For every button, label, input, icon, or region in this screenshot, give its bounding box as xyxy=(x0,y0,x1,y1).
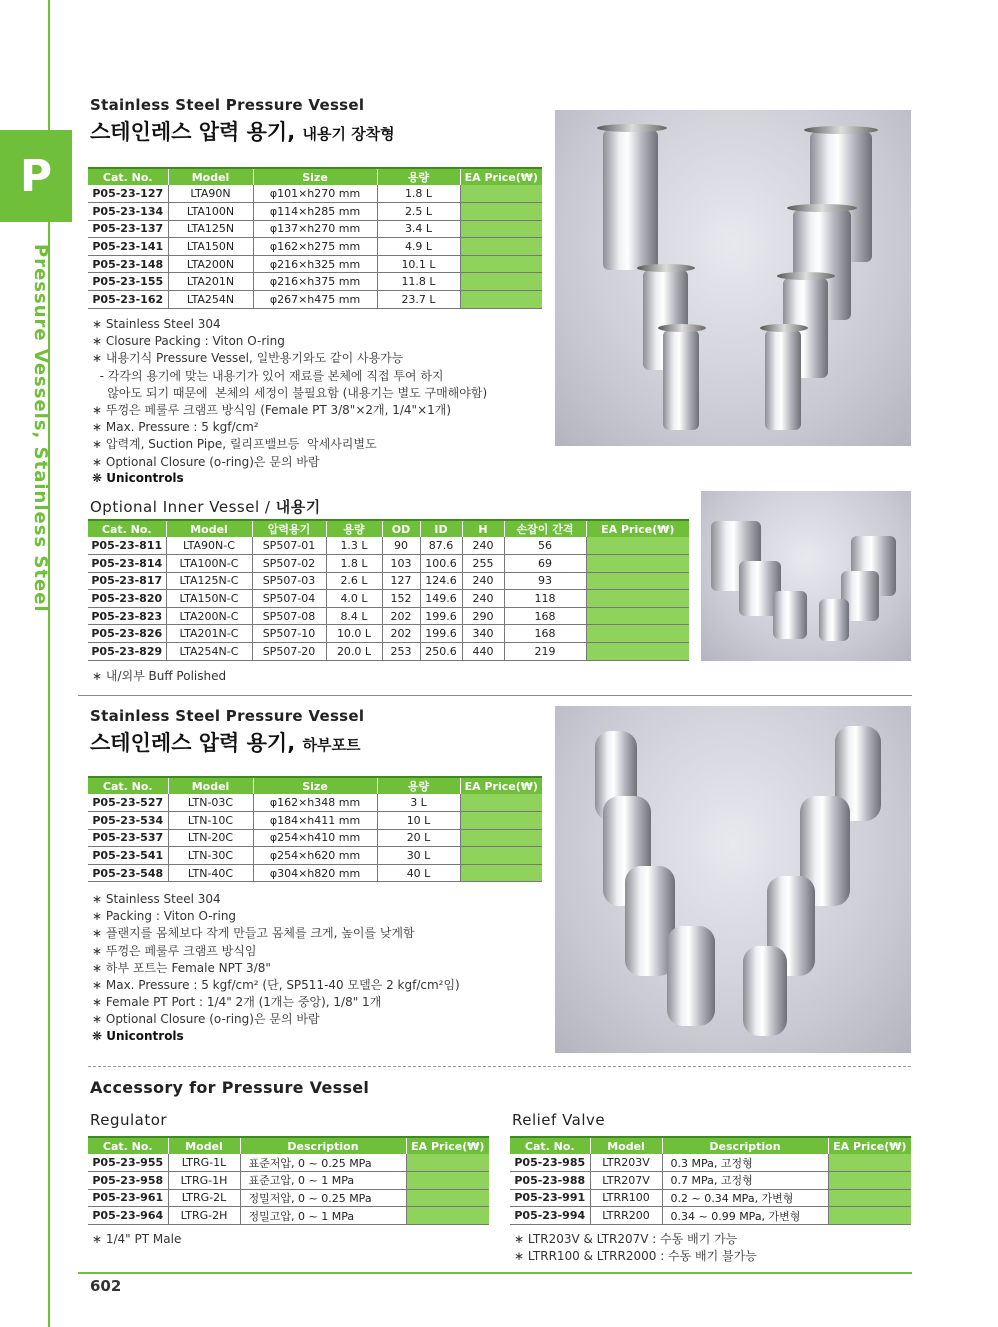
column-header: Model xyxy=(168,777,253,794)
table-cell: 0.2 ~ 0.34 MPa, 가변형 xyxy=(662,1189,828,1207)
table-cell: SP507-10 xyxy=(252,625,326,643)
price-cell xyxy=(460,864,542,882)
column-header: 용량 xyxy=(326,520,382,537)
cat-no-cell: P05-23-985 xyxy=(510,1154,590,1172)
table-cell: 4.9 L xyxy=(377,238,460,256)
table-cell: φ137×h270 mm xyxy=(253,220,377,238)
cat-no-cell: P05-23-961 xyxy=(88,1189,168,1207)
table-cell: LTA254N-C xyxy=(166,643,252,661)
note-line: ∗ 플랜지를 몸체보다 작게 만들고 몸체를 크게, 높이를 낮게함 xyxy=(92,926,415,941)
table-cell: 표준고압, 0 ~ 1 MPa xyxy=(240,1172,406,1190)
table-row xyxy=(88,590,689,608)
table-cell: 3 L xyxy=(377,794,460,812)
cat-no-cell: P05-23-988 xyxy=(510,1172,590,1190)
table-cell: SP507-20 xyxy=(252,643,326,661)
table-cell: 30 L xyxy=(377,847,460,865)
table-header xyxy=(510,1137,911,1154)
table-cell: φ184×h411 mm xyxy=(253,812,377,830)
table-cell: LTA201N-C xyxy=(166,625,252,643)
price-cell xyxy=(586,625,689,643)
section2-title-en: Stainless Steel Pressure Vessel xyxy=(90,707,365,725)
category-label: Pressure Vessels, Stainless Steel xyxy=(30,244,51,613)
column-header: ID xyxy=(420,520,462,537)
section2-title-ko: 스테인레스 압력 용기, 하부포트 xyxy=(90,731,361,755)
price-cell xyxy=(460,812,542,830)
price-cell xyxy=(406,1189,489,1207)
table-cell: LTN-30C xyxy=(168,847,253,865)
column-header: EA Price(₩) xyxy=(406,1137,489,1154)
note-line: ∗ 하부 포트는 Female NPT 3/8" xyxy=(92,960,271,975)
cat-no-cell: P05-23-814 xyxy=(88,555,166,573)
note-line: ∗ Female PT Port : 1/4" 2개 (1개는 중앙), 1/8" 1개 xyxy=(92,995,382,1010)
table-row xyxy=(88,1189,489,1207)
table-cell: 240 xyxy=(462,537,504,555)
table-cell: SP507-08 xyxy=(252,607,326,625)
column-header: EA Price(₩) xyxy=(828,1137,911,1154)
column-header: H xyxy=(462,520,504,537)
table-row xyxy=(88,607,689,625)
cat-no-cell: P05-23-811 xyxy=(88,537,166,555)
table-header xyxy=(88,168,542,185)
table-cell: 199.6 xyxy=(420,625,462,643)
table-cell: 0.7 MPa, 고정형 xyxy=(662,1172,828,1190)
table-cell: 219 xyxy=(504,643,586,661)
price-cell xyxy=(586,555,689,573)
table-header xyxy=(88,1137,489,1154)
table-cell: LTA125N-C xyxy=(166,572,252,590)
price-cell xyxy=(460,291,542,309)
table-row xyxy=(88,185,542,203)
inner-vessel-note: ∗ 내/외부 Buff Polished xyxy=(92,669,227,683)
table-row xyxy=(88,238,542,256)
section1-title-ko: 스테인레스 압력 용기, 내용기 장착형 xyxy=(90,120,395,144)
cat-no-cell: P05-23-823 xyxy=(88,607,166,625)
price-cell xyxy=(828,1154,911,1172)
table-row xyxy=(88,220,542,238)
note-line: ∗ Closure Packing : Viton O-ring xyxy=(92,334,285,349)
column-header: Model xyxy=(168,1137,240,1154)
table-cell: LTA200N-C xyxy=(166,607,252,625)
table-cell: 199.6 xyxy=(420,607,462,625)
table-row xyxy=(88,537,689,555)
table-cell: φ114×h285 mm xyxy=(253,203,377,221)
table-cell: φ101×h270 mm xyxy=(253,185,377,203)
price-cell xyxy=(586,607,689,625)
column-header: 압력용기 xyxy=(252,520,326,537)
table-cell: 100.6 xyxy=(420,555,462,573)
note-line: ∗ 압력계, Suction Pipe, 릴리프밸브등 악세사리별도 xyxy=(92,437,377,452)
column-header: Model xyxy=(168,168,253,185)
table-cell: LTRR200 xyxy=(590,1207,662,1225)
table-row xyxy=(88,273,542,291)
price-cell xyxy=(586,590,689,608)
table-cell: 8.4 L xyxy=(326,607,382,625)
section1-notes xyxy=(92,316,487,471)
table-cell: LTRG-1L xyxy=(168,1154,240,1172)
table-cell: SP507-04 xyxy=(252,590,326,608)
table-cell: LTR207V xyxy=(590,1172,662,1190)
table-cell: 20 L xyxy=(377,829,460,847)
cat-no-cell: P05-23-162 xyxy=(88,291,168,309)
table-cell: 표준저압, 0 ~ 0.25 MPa xyxy=(240,1154,406,1172)
table-cell: LTA254N xyxy=(168,291,253,309)
table-cell: LTN-03C xyxy=(168,794,253,812)
relief-valve-notes xyxy=(514,1231,757,1265)
table-cell: 87.6 xyxy=(420,537,462,555)
table-cell: 240 xyxy=(462,590,504,608)
table-cell: LTA200N xyxy=(168,255,253,273)
table-cell: LTRG-1H xyxy=(168,1172,240,1190)
table-cell: 0.34 ~ 0.99 MPa, 가변형 xyxy=(662,1207,828,1225)
table-cell: LTA150N xyxy=(168,238,253,256)
table-cell: LTRR100 xyxy=(590,1189,662,1207)
column-header: Cat. No. xyxy=(510,1137,590,1154)
table-cell: 69 xyxy=(504,555,586,573)
relief-valve-table xyxy=(510,1136,911,1225)
inner-vessel-table xyxy=(88,519,689,661)
table-cell: 1.3 L xyxy=(326,537,382,555)
cat-no-cell: P05-23-817 xyxy=(88,572,166,590)
price-cell xyxy=(460,255,542,273)
cat-no-cell: P05-23-127 xyxy=(88,185,168,203)
table-cell: LTN-20C xyxy=(168,829,253,847)
table-row xyxy=(88,203,542,221)
price-cell xyxy=(406,1172,489,1190)
table-cell: 10.1 L xyxy=(377,255,460,273)
table-cell: 103 xyxy=(382,555,420,573)
column-header: 용량 xyxy=(377,777,460,794)
table-cell: 440 xyxy=(462,643,504,661)
cat-no-cell: P05-23-955 xyxy=(88,1154,168,1172)
cat-no-cell: P05-23-826 xyxy=(88,625,166,643)
cat-no-cell: P05-23-141 xyxy=(88,238,168,256)
table-row xyxy=(88,864,542,882)
cat-no-cell: P05-23-958 xyxy=(88,1172,168,1190)
table-cell: 10.0 L xyxy=(326,625,382,643)
note-line: ∗ 뚜껑은 페룰루 크램프 방식임 xyxy=(92,943,257,958)
column-header: Model xyxy=(166,520,252,537)
accessory-title: Accessory for Pressure Vessel xyxy=(90,1078,370,1097)
inner-vessel-title: Optional Inner Vessel / 내용기 xyxy=(90,498,321,516)
dashed-divider xyxy=(88,1066,911,1067)
table-cell: LTA90N xyxy=(168,185,253,203)
table-cell: φ162×h348 mm xyxy=(253,794,377,812)
table-row xyxy=(88,255,542,273)
price-cell xyxy=(828,1172,911,1190)
table-cell: φ267×h475 mm xyxy=(253,291,377,309)
note-line: - 각각의 용기에 맞는 내용기가 있어 재료를 본체에 직접 투여 하지 xyxy=(92,368,444,383)
table-cell: 253 xyxy=(382,643,420,661)
price-cell xyxy=(460,847,542,865)
table-cell: LTA201N xyxy=(168,273,253,291)
table-cell: SP507-03 xyxy=(252,572,326,590)
cat-no-cell: P05-23-541 xyxy=(88,847,168,865)
table-cell: 3.4 L xyxy=(377,220,460,238)
price-cell xyxy=(586,537,689,555)
table-cell: LTA150N-C xyxy=(166,590,252,608)
note-line: ∗ Max. Pressure : 5 kgf/cm² (단, SP511-40 모델은 2 kgf/cm²임) xyxy=(92,978,460,993)
note-line: ∗ Stainless Steel 304 xyxy=(92,317,221,331)
regulator-note: ∗ 1/4" PT Male xyxy=(92,1232,182,1246)
table-cell: 149.6 xyxy=(420,590,462,608)
price-cell xyxy=(460,220,542,238)
price-cell xyxy=(828,1207,911,1225)
note-line: ∗ Packing : Viton O-ring xyxy=(92,909,237,924)
table-row xyxy=(510,1207,911,1225)
table-cell: 40 L xyxy=(377,864,460,882)
column-header: EA Price(₩) xyxy=(460,168,542,185)
cat-no-cell: P05-23-527 xyxy=(88,794,168,812)
regulator-title: Regulator xyxy=(90,1111,168,1129)
table-row xyxy=(88,291,542,309)
table-cell: φ254×h410 mm xyxy=(253,829,377,847)
column-header: EA Price(₩) xyxy=(586,520,689,537)
price-cell xyxy=(586,643,689,661)
table-cell: φ162×h275 mm xyxy=(253,238,377,256)
column-header: Cat. No. xyxy=(88,520,166,537)
column-header: Cat. No. xyxy=(88,168,168,185)
price-cell xyxy=(406,1207,489,1225)
table-cell: LTRG-2L xyxy=(168,1189,240,1207)
table-cell: 정밀저압, 0 ~ 0.25 MPa xyxy=(240,1189,406,1207)
price-cell xyxy=(460,829,542,847)
table-cell: LTA100N xyxy=(168,203,253,221)
table-row xyxy=(88,625,689,643)
table-header xyxy=(88,520,689,537)
regulator-table xyxy=(88,1136,489,1225)
cat-no-cell: P05-23-148 xyxy=(88,255,168,273)
note-line: 않아도 되기 때문에 본체의 세정이 불필요함 (내용기는 별도 구매해야함) xyxy=(92,385,488,400)
table-cell: 202 xyxy=(382,625,420,643)
footer-rule xyxy=(78,1272,912,1274)
price-cell xyxy=(828,1189,911,1207)
table-cell: LTN-40C xyxy=(168,864,253,882)
pressure-vessel-photo xyxy=(555,110,911,446)
price-cell xyxy=(460,203,542,221)
column-header: Cat. No. xyxy=(88,777,168,794)
brand-label: ❋ Unicontrols xyxy=(92,471,184,485)
table-row xyxy=(88,847,542,865)
note-line: ∗ 뚜껑은 페룰루 크램프 방식임 (Female PT 3/8"×2개, 1/4"×1개) xyxy=(92,403,452,418)
section1-table xyxy=(88,167,542,309)
note-line: ∗ Max. Pressure : 5 kgf/cm² xyxy=(92,420,259,435)
section2-table xyxy=(88,776,542,882)
note-line: ∗ 내용기식 Pressure Vessel, 일반용기와도 같이 사용가능 xyxy=(92,351,404,366)
column-header: 용량 xyxy=(377,168,460,185)
table-row xyxy=(88,812,542,830)
note-line: ∗ LTR203V & LTR207V : 수동 배기 가능 xyxy=(514,1232,738,1246)
column-header: Model xyxy=(590,1137,662,1154)
cat-no-cell: P05-23-134 xyxy=(88,203,168,221)
note-line: ∗ Optional Closure (o-ring)은 문의 바람 xyxy=(92,454,320,469)
table-row xyxy=(88,1172,489,1190)
price-cell xyxy=(460,238,542,256)
table-cell: φ304×h820 mm xyxy=(253,864,377,882)
table-cell: 124.6 xyxy=(420,572,462,590)
relief-valve-title: Relief Valve xyxy=(512,1111,606,1129)
price-cell xyxy=(460,185,542,203)
table-row xyxy=(88,794,542,812)
table-cell: 340 xyxy=(462,625,504,643)
price-cell xyxy=(586,572,689,590)
table-cell: 10 L xyxy=(377,812,460,830)
table-cell: φ216×h325 mm xyxy=(253,255,377,273)
table-header xyxy=(88,777,542,794)
table-row xyxy=(88,572,689,590)
cat-no-cell: P05-23-994 xyxy=(510,1207,590,1225)
inner-vessel-photo xyxy=(701,491,911,661)
cat-no-cell: P05-23-964 xyxy=(88,1207,168,1225)
table-cell: 4.0 L xyxy=(326,590,382,608)
table-cell: 240 xyxy=(462,572,504,590)
price-cell xyxy=(460,273,542,291)
cat-no-cell: P05-23-537 xyxy=(88,829,168,847)
cat-no-cell: P05-23-829 xyxy=(88,643,166,661)
table-cell: 118 xyxy=(504,590,586,608)
cat-no-cell: P05-23-991 xyxy=(510,1189,590,1207)
table-row xyxy=(88,1154,489,1172)
bottom-port-vessel-photo xyxy=(555,706,911,1053)
cat-no-cell: P05-23-548 xyxy=(88,864,168,882)
note-line: ∗ Optional Closure (o-ring)은 문의 바람 xyxy=(92,1012,320,1027)
table-cell: 202 xyxy=(382,607,420,625)
page-number: 602 xyxy=(90,1277,122,1295)
table-row xyxy=(88,555,689,573)
divider xyxy=(78,695,912,696)
table-cell: 255 xyxy=(462,555,504,573)
table-cell: 23.7 L xyxy=(377,291,460,309)
section-letter-tab: P xyxy=(0,130,72,222)
table-row xyxy=(510,1172,911,1190)
table-cell: φ216×h375 mm xyxy=(253,273,377,291)
table-cell: LTR203V xyxy=(590,1154,662,1172)
column-header: Cat. No. xyxy=(88,1137,168,1154)
table-row xyxy=(88,643,689,661)
table-cell: LTA90N-C xyxy=(166,537,252,555)
table-cell: 2.5 L xyxy=(377,203,460,221)
cat-no-cell: P05-23-137 xyxy=(88,220,168,238)
table-cell: 정밀고압, 0 ~ 1 MPa xyxy=(240,1207,406,1225)
table-row xyxy=(88,1207,489,1225)
table-row xyxy=(510,1154,911,1172)
table-cell: 168 xyxy=(504,625,586,643)
price-cell xyxy=(406,1154,489,1172)
table-cell: 127 xyxy=(382,572,420,590)
cat-no-cell: P05-23-820 xyxy=(88,590,166,608)
column-header: Size xyxy=(253,168,377,185)
table-cell: 250.6 xyxy=(420,643,462,661)
table-cell: 0.3 MPa, 고정형 xyxy=(662,1154,828,1172)
price-cell xyxy=(460,794,542,812)
table-cell: LTA100N-C xyxy=(166,555,252,573)
brand-label: ❋ Unicontrols xyxy=(92,1029,184,1043)
section2-notes xyxy=(92,891,460,1029)
section1-title-en: Stainless Steel Pressure Vessel xyxy=(90,96,365,114)
table-cell: 11.8 L xyxy=(377,273,460,291)
note-line: ∗ Stainless Steel 304 xyxy=(92,892,221,906)
table-cell: SP507-02 xyxy=(252,555,326,573)
table-cell: LTA125N xyxy=(168,220,253,238)
table-cell: LTN-10C xyxy=(168,812,253,830)
table-cell: 168 xyxy=(504,607,586,625)
table-cell: 90 xyxy=(382,537,420,555)
cat-no-cell: P05-23-155 xyxy=(88,273,168,291)
table-cell: 1.8 L xyxy=(326,555,382,573)
table-cell: 20.0 L xyxy=(326,643,382,661)
note-line: ∗ LTRR100 & LTRR2000 : 수동 배기 불가능 xyxy=(514,1249,757,1264)
column-header: 손잡이 간격 xyxy=(504,520,586,537)
table-cell: φ254×h620 mm xyxy=(253,847,377,865)
table-cell: 1.8 L xyxy=(377,185,460,203)
cat-no-cell: P05-23-534 xyxy=(88,812,168,830)
table-cell: 290 xyxy=(462,607,504,625)
column-header: Size xyxy=(253,777,377,794)
table-row xyxy=(510,1189,911,1207)
table-cell: LTRG-2H xyxy=(168,1207,240,1225)
table-row xyxy=(88,829,542,847)
table-cell: 152 xyxy=(382,590,420,608)
table-cell: 93 xyxy=(504,572,586,590)
column-header: EA Price(₩) xyxy=(460,777,542,794)
table-cell: 2.6 L xyxy=(326,572,382,590)
table-cell: SP507-01 xyxy=(252,537,326,555)
column-header: OD xyxy=(382,520,420,537)
table-cell: 56 xyxy=(504,537,586,555)
column-header: Description xyxy=(240,1137,406,1154)
column-header: Description xyxy=(662,1137,828,1154)
